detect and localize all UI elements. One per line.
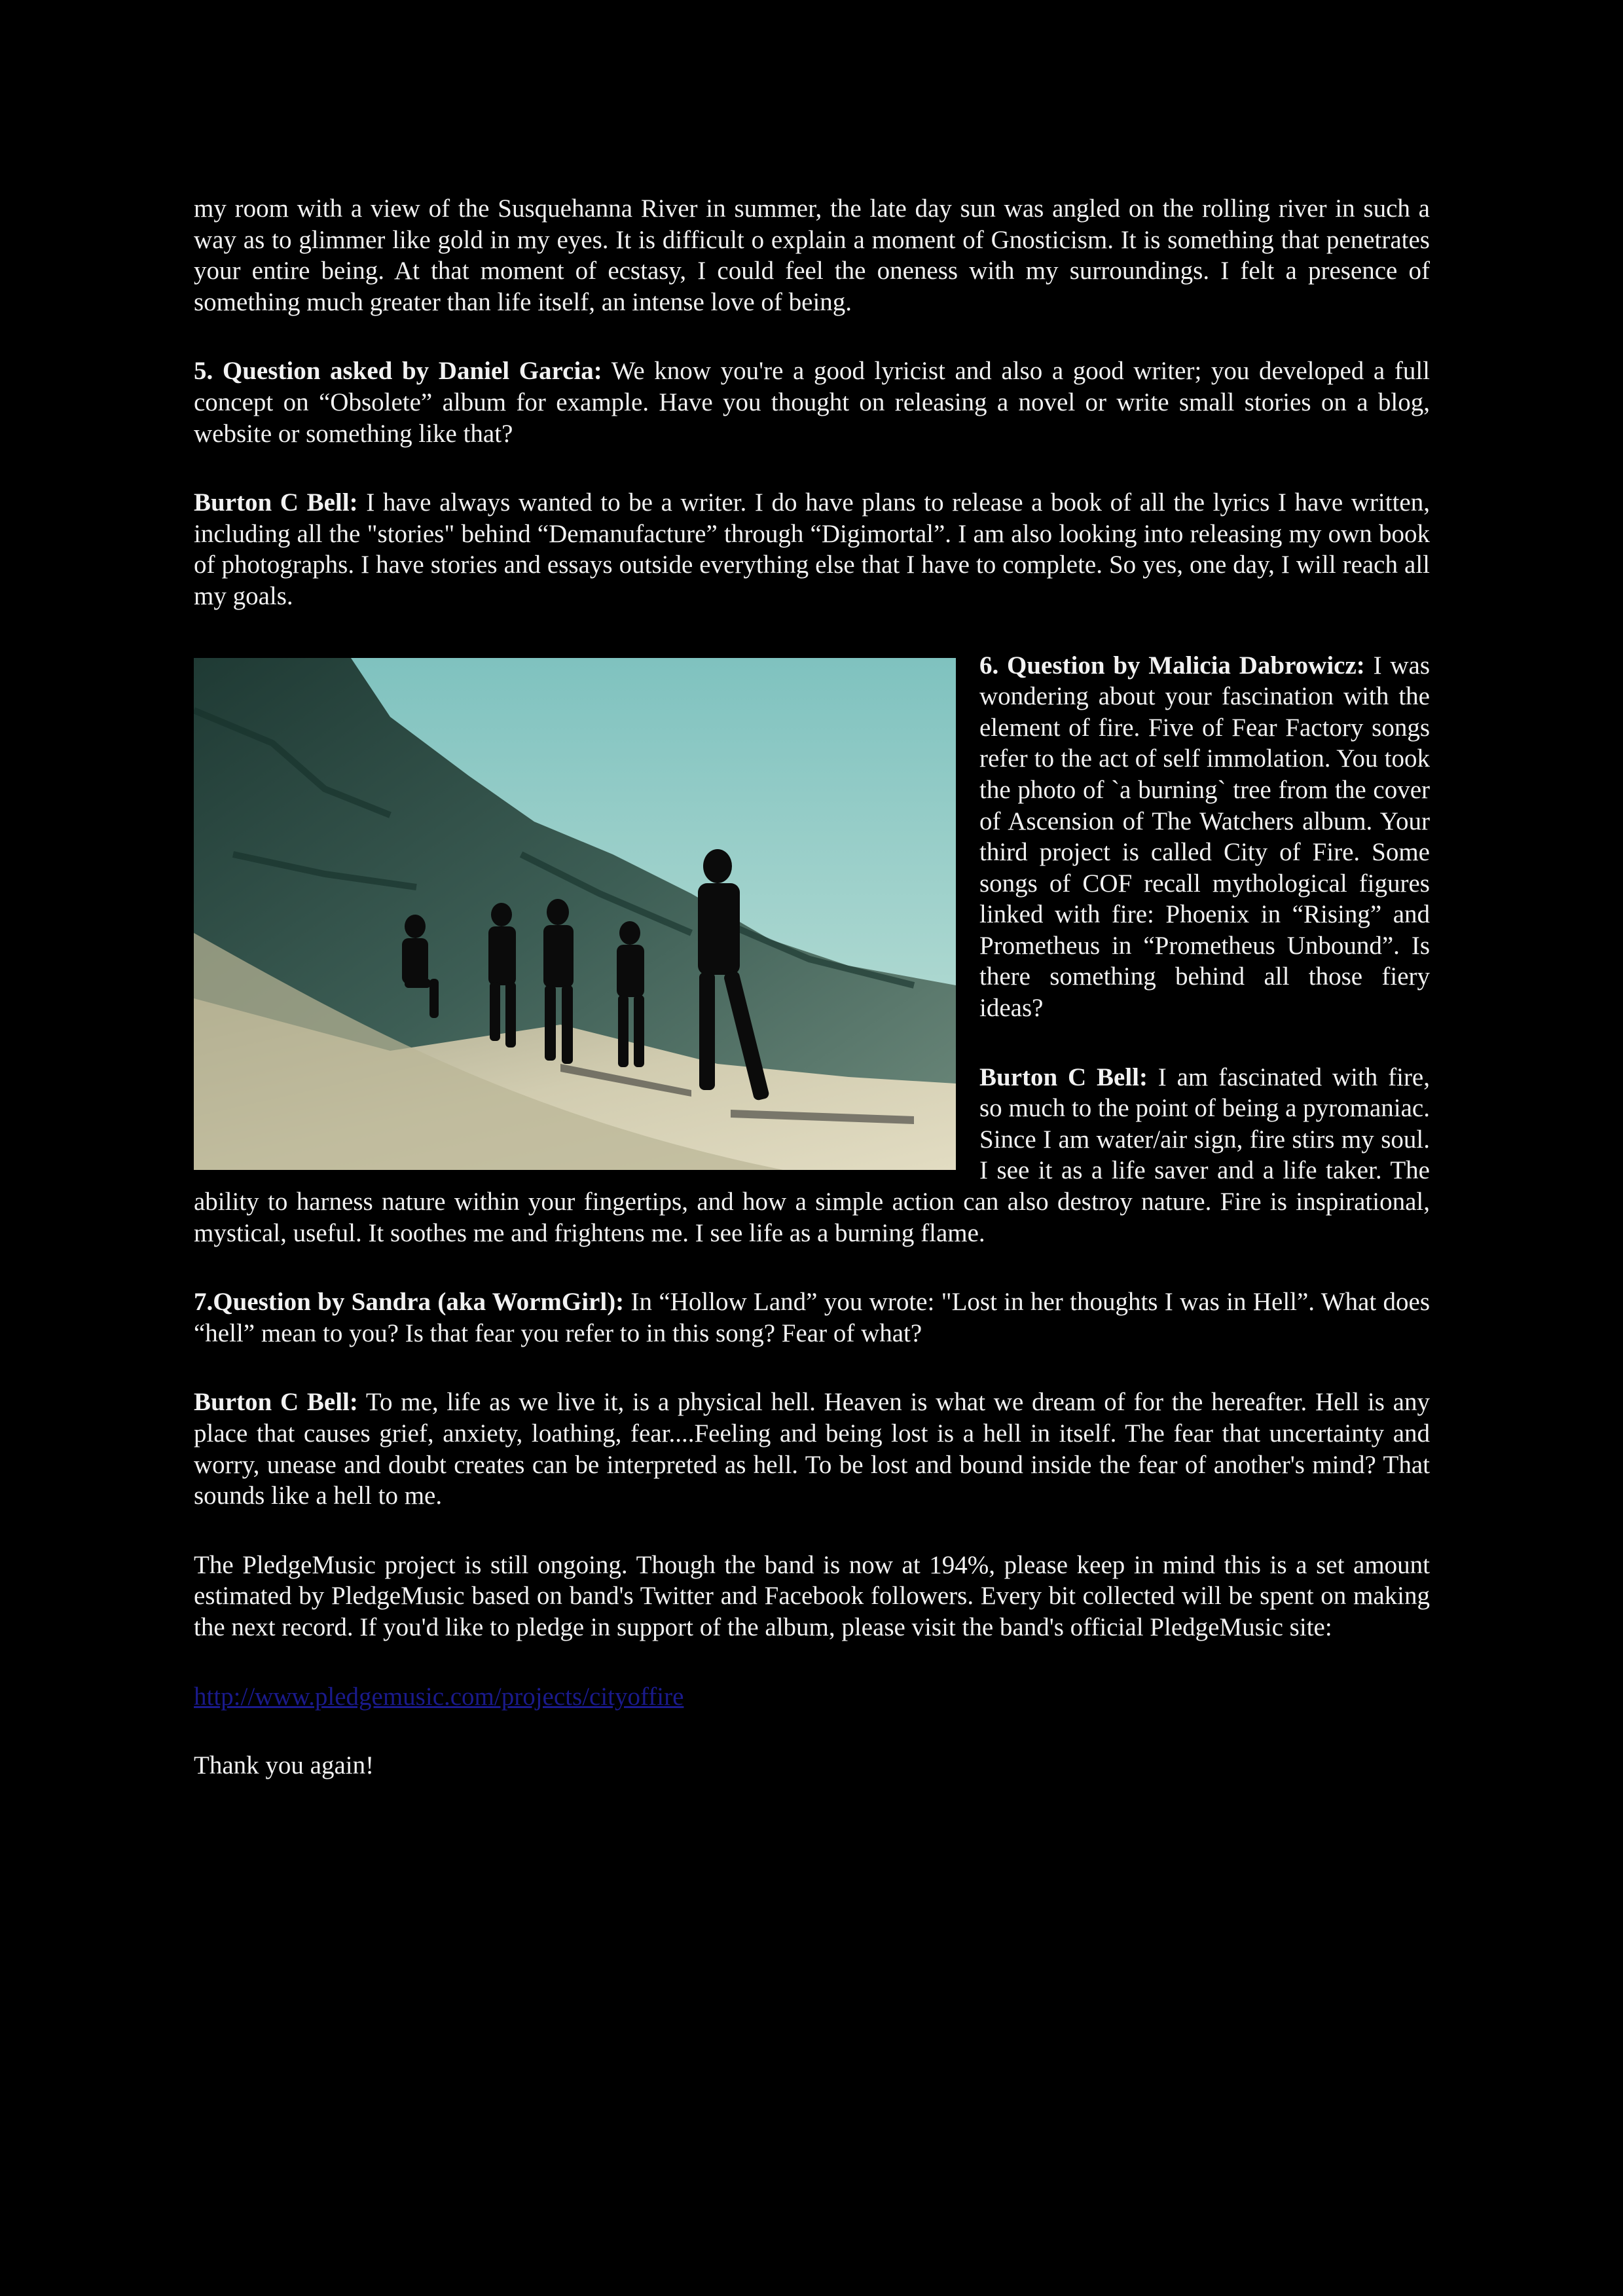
thanks-paragraph (194, 1750, 1430, 1781)
paragraph-intro-text: my room with a view of the Susquehanna River in summer, the late day sun was angled on the rolling river in such a way as to glimmer like gold in my eyes. It is difficult o explain a moment of Gnosticism. It is something that penetrates your entire being. At that moment of ecstasy, I could feel the oneness with my surroundings. I felt a presence of something much greater than life itself, an intense love of being. (194, 194, 1430, 316)
pledge-text: The PledgeMusic project is still ongoing. Though the band is now at 194%, please keep in mind this is a set amount estimated by PledgeMusic based on band's Twitter and Facebook followers. Every bit collected will be spent on making the next record. If you'd like to pledge in support of the album, please visit the band's official PledgeMusic site: (194, 1550, 1430, 1641)
pledge-paragraph (194, 1550, 1430, 1643)
question-5-label: 5. Question asked by Daniel Garcia: (194, 357, 602, 386)
answer-7-label: Burton C Bell: (194, 1388, 358, 1417)
pledgemusic-link[interactable]: http://www.pledgemusic.com/projects/cityoffire (194, 1682, 684, 1711)
answer-5-text: I have always wanted to be a writer. I do have plans to release a book of all the lyrics I have written, including all the "stories" behind “Demanufacture” through “Digimortal”. I am also looking into releasing my own book of photographs. I have stories and essays outside everything else that I have to complete. So yes, one day, I will reach all my goals. (194, 488, 1430, 610)
question-6-text: I was wondering about your fascination with the element of fire. Five of Fear Factory songs refer to the act of self immolation. You took the photo of `a burning` tree from the cover of Ascension of The Watchers album. Your third project is called City of Fire. Some songs of COF recall mythological figures linked with fire: Phoenix in “Rising” and Prometheus in “Prometheus Unbound”. Is there something behind all those fiery ideas? (979, 651, 1430, 1023)
answer-5-label: Burton C Bell: (194, 488, 358, 517)
answer-7 (194, 1387, 1430, 1511)
question-5 (194, 355, 1430, 449)
question-7-label: 7.Question by Sandra (aka WormGirl): (194, 1288, 625, 1317)
answer-7-text: To me, life as we live it, is a physical hell. Heaven is what we dream of for the hereafter. Hell is any place that causes grief, anxiety, loathing, fear....Feeling and being lost is a hell in itself. The fear that uncertainty and worry, unease and doubt creates can be interpreted as hell. To be lost and bound inside the fear of another's mind? That sounds like a hell to me. (194, 1388, 1430, 1510)
document-page (194, 193, 1430, 1819)
answer-6-label: Burton C Bell: (979, 1063, 1148, 1091)
answer-5 (194, 487, 1430, 611)
answer-6-text: I am fascinated with fire, so much to the point of being a pyromaniac. Since I am water/air sign, fire stirs my soul. I see it as a life saver and a life taker. The ability to harness nature within your fingertips, and how a simple action can also destroy nature. Fire is inspirational, mystical, useful. It soothes me and frightens me. I see life as a burning flame. (194, 1063, 1430, 1247)
thanks-text: Thank you again! (194, 1751, 374, 1780)
link-paragraph (194, 1681, 1430, 1713)
paragraph-intro (194, 193, 1430, 318)
question-5-text: We know you're a good lyricist and also a good writer; you developed a full concept on “Obsolete” album for example. Have you thought on releasing a novel or write small stories on a blog, website or something like that? (194, 357, 1430, 448)
question-6-label: 6. Question by Malicia Dabrowicz: (979, 651, 1365, 680)
question-7 (194, 1286, 1430, 1349)
question-7-text: In “Hollow Land” you wrote: "Lost in her thoughts I was in Hell”. What does “hell” mean to you? Is that fear you refer to in this song? Fear of what? (194, 1288, 1430, 1347)
band-photo (194, 658, 956, 1170)
